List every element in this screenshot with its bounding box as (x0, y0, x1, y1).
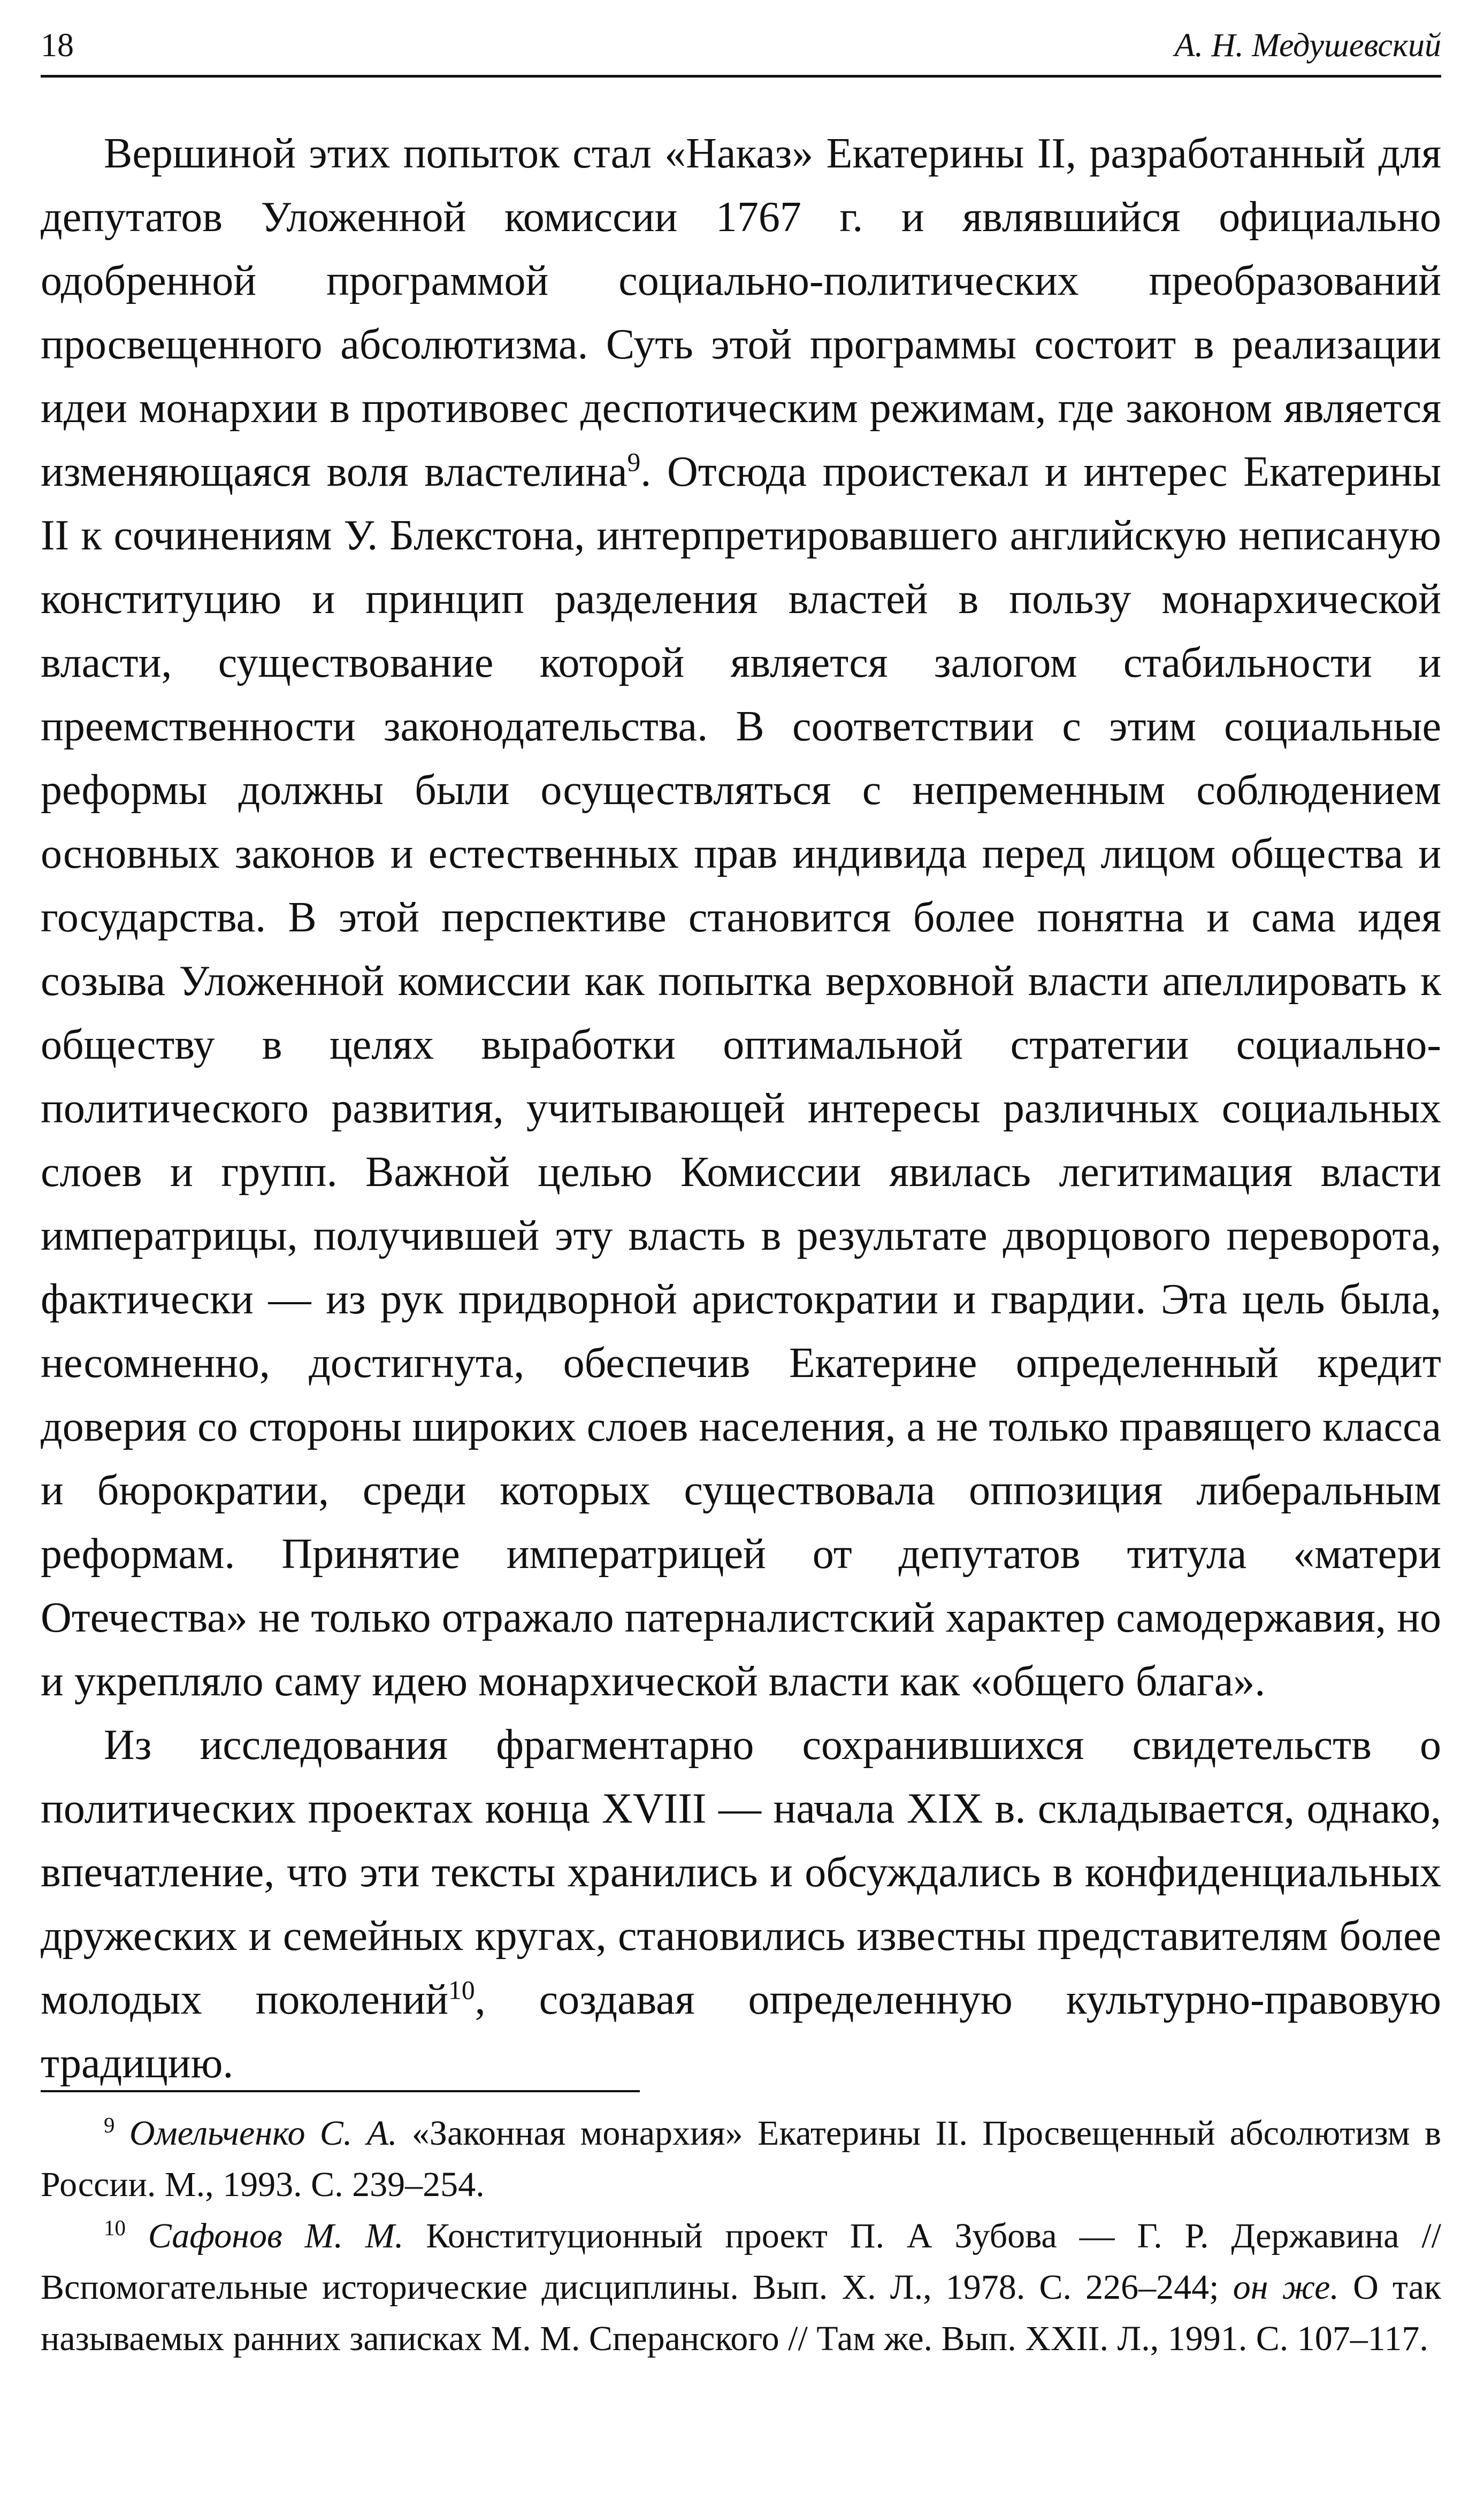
footnote-10-ibid: он же. (1233, 2268, 1339, 2307)
footnote-9-text: «Законная монархия» Екатерины II. Просвещенный абсолютизм в России. М., 1993. С. 239–254. (41, 2114, 1442, 2204)
footnote-10-text: Конституционный проект П. А Зубова — Г. Р. Державина // Вспомогательные исторические дисциплины. Вып. X. Л., 1978. С. 226–244; (41, 2216, 1442, 2307)
footnote-10 (41, 2210, 1441, 2365)
main-text (41, 122, 1441, 2095)
page-header (41, 21, 1441, 70)
header-rule (41, 75, 1441, 78)
footnote-10-author: Сафонов М. М. (148, 2216, 404, 2255)
footnote-9-author: Омельченко С. А. (129, 2114, 397, 2153)
footnotes (41, 2108, 1441, 2365)
footnote-separator (41, 2090, 640, 2092)
page-number: 18 (41, 27, 74, 64)
running-head-author: А. Н. Медушевский (1174, 27, 1441, 64)
paragraph-2 (41, 1714, 1441, 2095)
paragraph-1-text-start: Вершиной этих попыток стал «Наказ» Екатерины II, разработанный для депутатов Уложенной комиссии 1767 г. и являвшийся официально одобренной программой социально-политических преобразований просвещенного абсолютизма. Суть этой программы состоит в реализации идеи монархии в противовес деспотическим режимам, где законом является изменяющаяся воля властелина (41, 130, 1441, 495)
paragraph-1-text-end: . Отсюда проистекал и интерес Екатерины II к сочинениям У. Блекстона, интерпретировавшего английскую неписаную конституцию и принцип разделения властей в пользу монархической власти, существование которой является залогом стабильности и преемственности законодательства. В соответствии с этим социальные реформы должны были осуществляться с непременным соблюдением основных законов и естественных прав индивида перед лицом общества и государства. В этой перспективе становится более понятна и сама идея созыва Уложенной комиссии как попытка верховной власти апеллировать к обществу в целях выработки оптимальной стратегии социально-политического развития, учитывающей интересы различных социальных слоев и групп. Важной целью Комиссии явилась легитимация власти императрицы, получившей эту власть в результате дворцового переворота, фактически — из рук придворной аристократии и гвардии. Эта цель была, несомненно, достигнута, обеспечив Екатерине определенный кредит доверия со стороны широких слоев населения, а не только правящего класса и бюрократии, среди которых существовала оппозиция либеральным реформам. Принятие императрицей от депутатов титула «матери Отечества» не только отражало патерналистский характер самодержавия, но и укрепляло саму идею монархической власти как «общего блага». (41, 448, 1442, 1705)
book-page (41, 0, 1441, 2509)
paragraph-1 (41, 122, 1441, 1714)
footnote-reference-9: 9 (627, 447, 641, 477)
footnote-10-mark: 10 (104, 2216, 126, 2240)
paragraph-2-text-start: Из исследования фрагментарно сохранившихся свидетельств о политических проектах конца XVIII — начала XIX в. складывается, однако, впечатление, что эти тексты хранились и обсуждались в конфиденциальных дружеских и семейных кругах, становились известны представителям более молодых поколений (41, 1722, 1441, 2023)
footnote-9 (41, 2108, 1441, 2210)
footnote-reference-10: 10 (448, 1975, 475, 2005)
footnote-10-text-end: О так называемых ранних записках М. М. Сперанского // Там же. Вып. XXII. Л., 1991. С. 107–117. (41, 2268, 1441, 2358)
paragraph-2-text-end: , создавая определенную культурно-правовую традицию. (41, 1976, 1441, 2087)
footnote-9-mark: 9 (104, 2113, 115, 2137)
